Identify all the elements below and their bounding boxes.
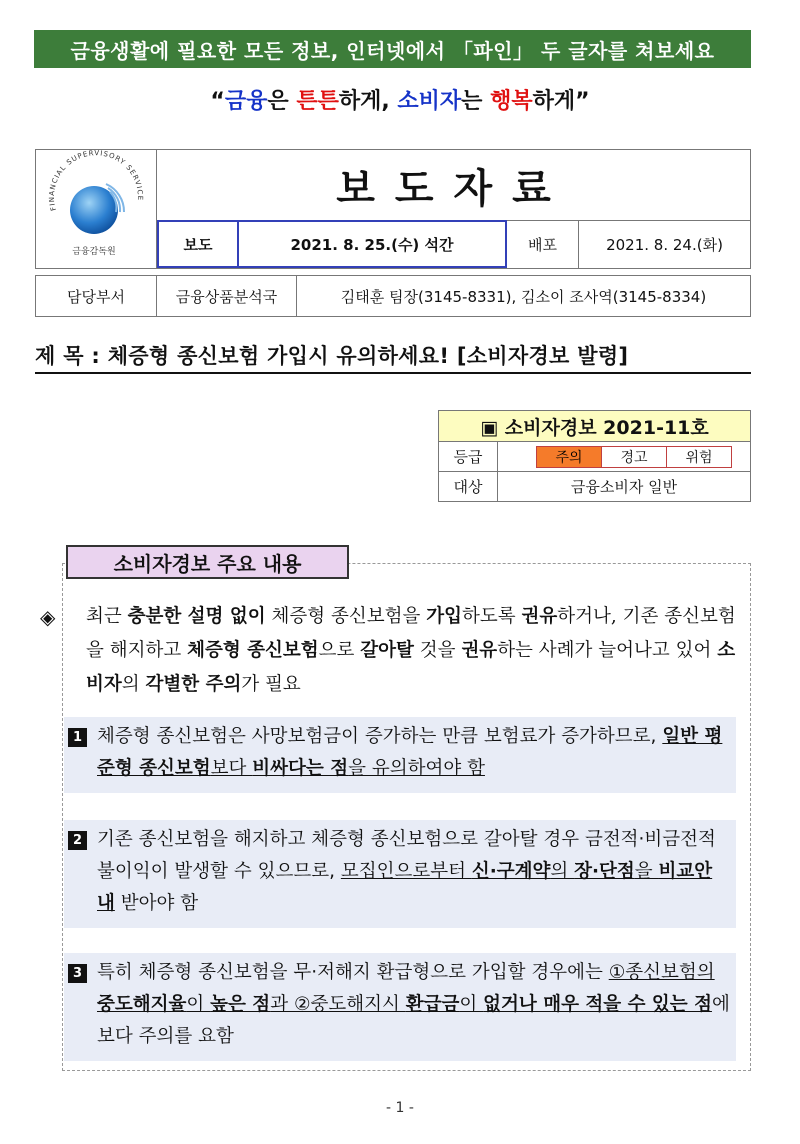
release-date: 2021. 8. 25.(수) 석간 [239,220,507,268]
slogan: “금융은 튼튼하게, 소비자는 행복하게” [210,89,590,114]
alert-grade-row [439,442,750,472]
fss-logo [36,150,157,268]
summary-item-3: 3 특히 체증형 종신보험을 무·저해지 환급형으로 가입할 경우에는 ①종신보험의 중도해지율이 높은 점과 ②중도해지시 환급금이 없거나 매우 적을 수 있는 점에 보다 주의를 요함 [64,953,736,1061]
target-label: 대상 [439,472,498,501]
logo-name: 금융감독원 [72,247,116,257]
distribution-date: 2021. 8. 24.(화) [606,235,723,254]
release-label: 보도 [157,220,239,268]
department-label: 담당부서 [36,276,157,316]
department-contacts: 김태훈 팀장(3145-8331), 김소이 조사역(3145-8334) [340,287,707,306]
press-header [35,149,751,269]
alert-target-row [439,472,750,501]
summary-title: 소비자경보 주요 내용 [66,545,349,579]
press-title: 보도자료 [157,150,750,221]
alert-levels [536,446,732,468]
summary-item-2: 2 기존 종신보험을 해지하고 체증형 종신보험으로 갈아탈 경우 금전적·비금전적 불이익이 발생할 수 있으므로, 모집인으로부터 신·구계약의 장·단점을 비교안내 받아야 함 [64,820,736,928]
logo-arc-text: FINANCIAL SUPERVISORY SERVICE [47,150,145,212]
diamond-bullet-icon: ◈ [40,605,56,629]
page-number: - 1 - [386,1100,414,1116]
item-number-2: 2 [68,831,87,850]
summary-item-1: 1 체증형 종신보험은 사망보험금이 증가하는 만큼 보험료가 증가하므로, 일반 평준형 종신보험보다 비싸다는 점을 유의하여야 함 [64,717,736,793]
item-number-1: 1 [68,728,87,747]
level-danger: 위험 [685,449,713,466]
distribution-label: 배포 [507,220,579,268]
item-number-3: 3 [68,964,87,983]
department-row [35,275,751,317]
subject-line: 제 목 : 체증형 종신보험 가입시 유의하세요! [소비자경보 발령] [35,340,751,374]
alert-number: ▣ 소비자경보 2021-11호 [439,411,750,442]
level-caution: 주의 [537,447,602,467]
top-banner: 금융생활에 필요한 모든 정보, 인터넷에서 「파인」 두 글자를 쳐보세요 [34,30,751,68]
target-value: 금융소비자 일반 [570,478,678,496]
department-name: 금융상품분석국 [157,276,297,316]
consumer-alert-table [438,410,751,502]
grade-label: 등급 [439,442,498,471]
level-warning: 경고 [602,447,667,467]
release-row [157,220,750,268]
lead-paragraph: ◈ 최근 충분한 설명 없이 체증형 종신보험을 가입하도록 권유하거나, 기존 종신보험을 해지하고 체증형 종신보험으로 갈아탈 것을 권유하는 사례가 늘어나고 있어 소비자의 각별한 주의가 필요 [40,600,750,702]
